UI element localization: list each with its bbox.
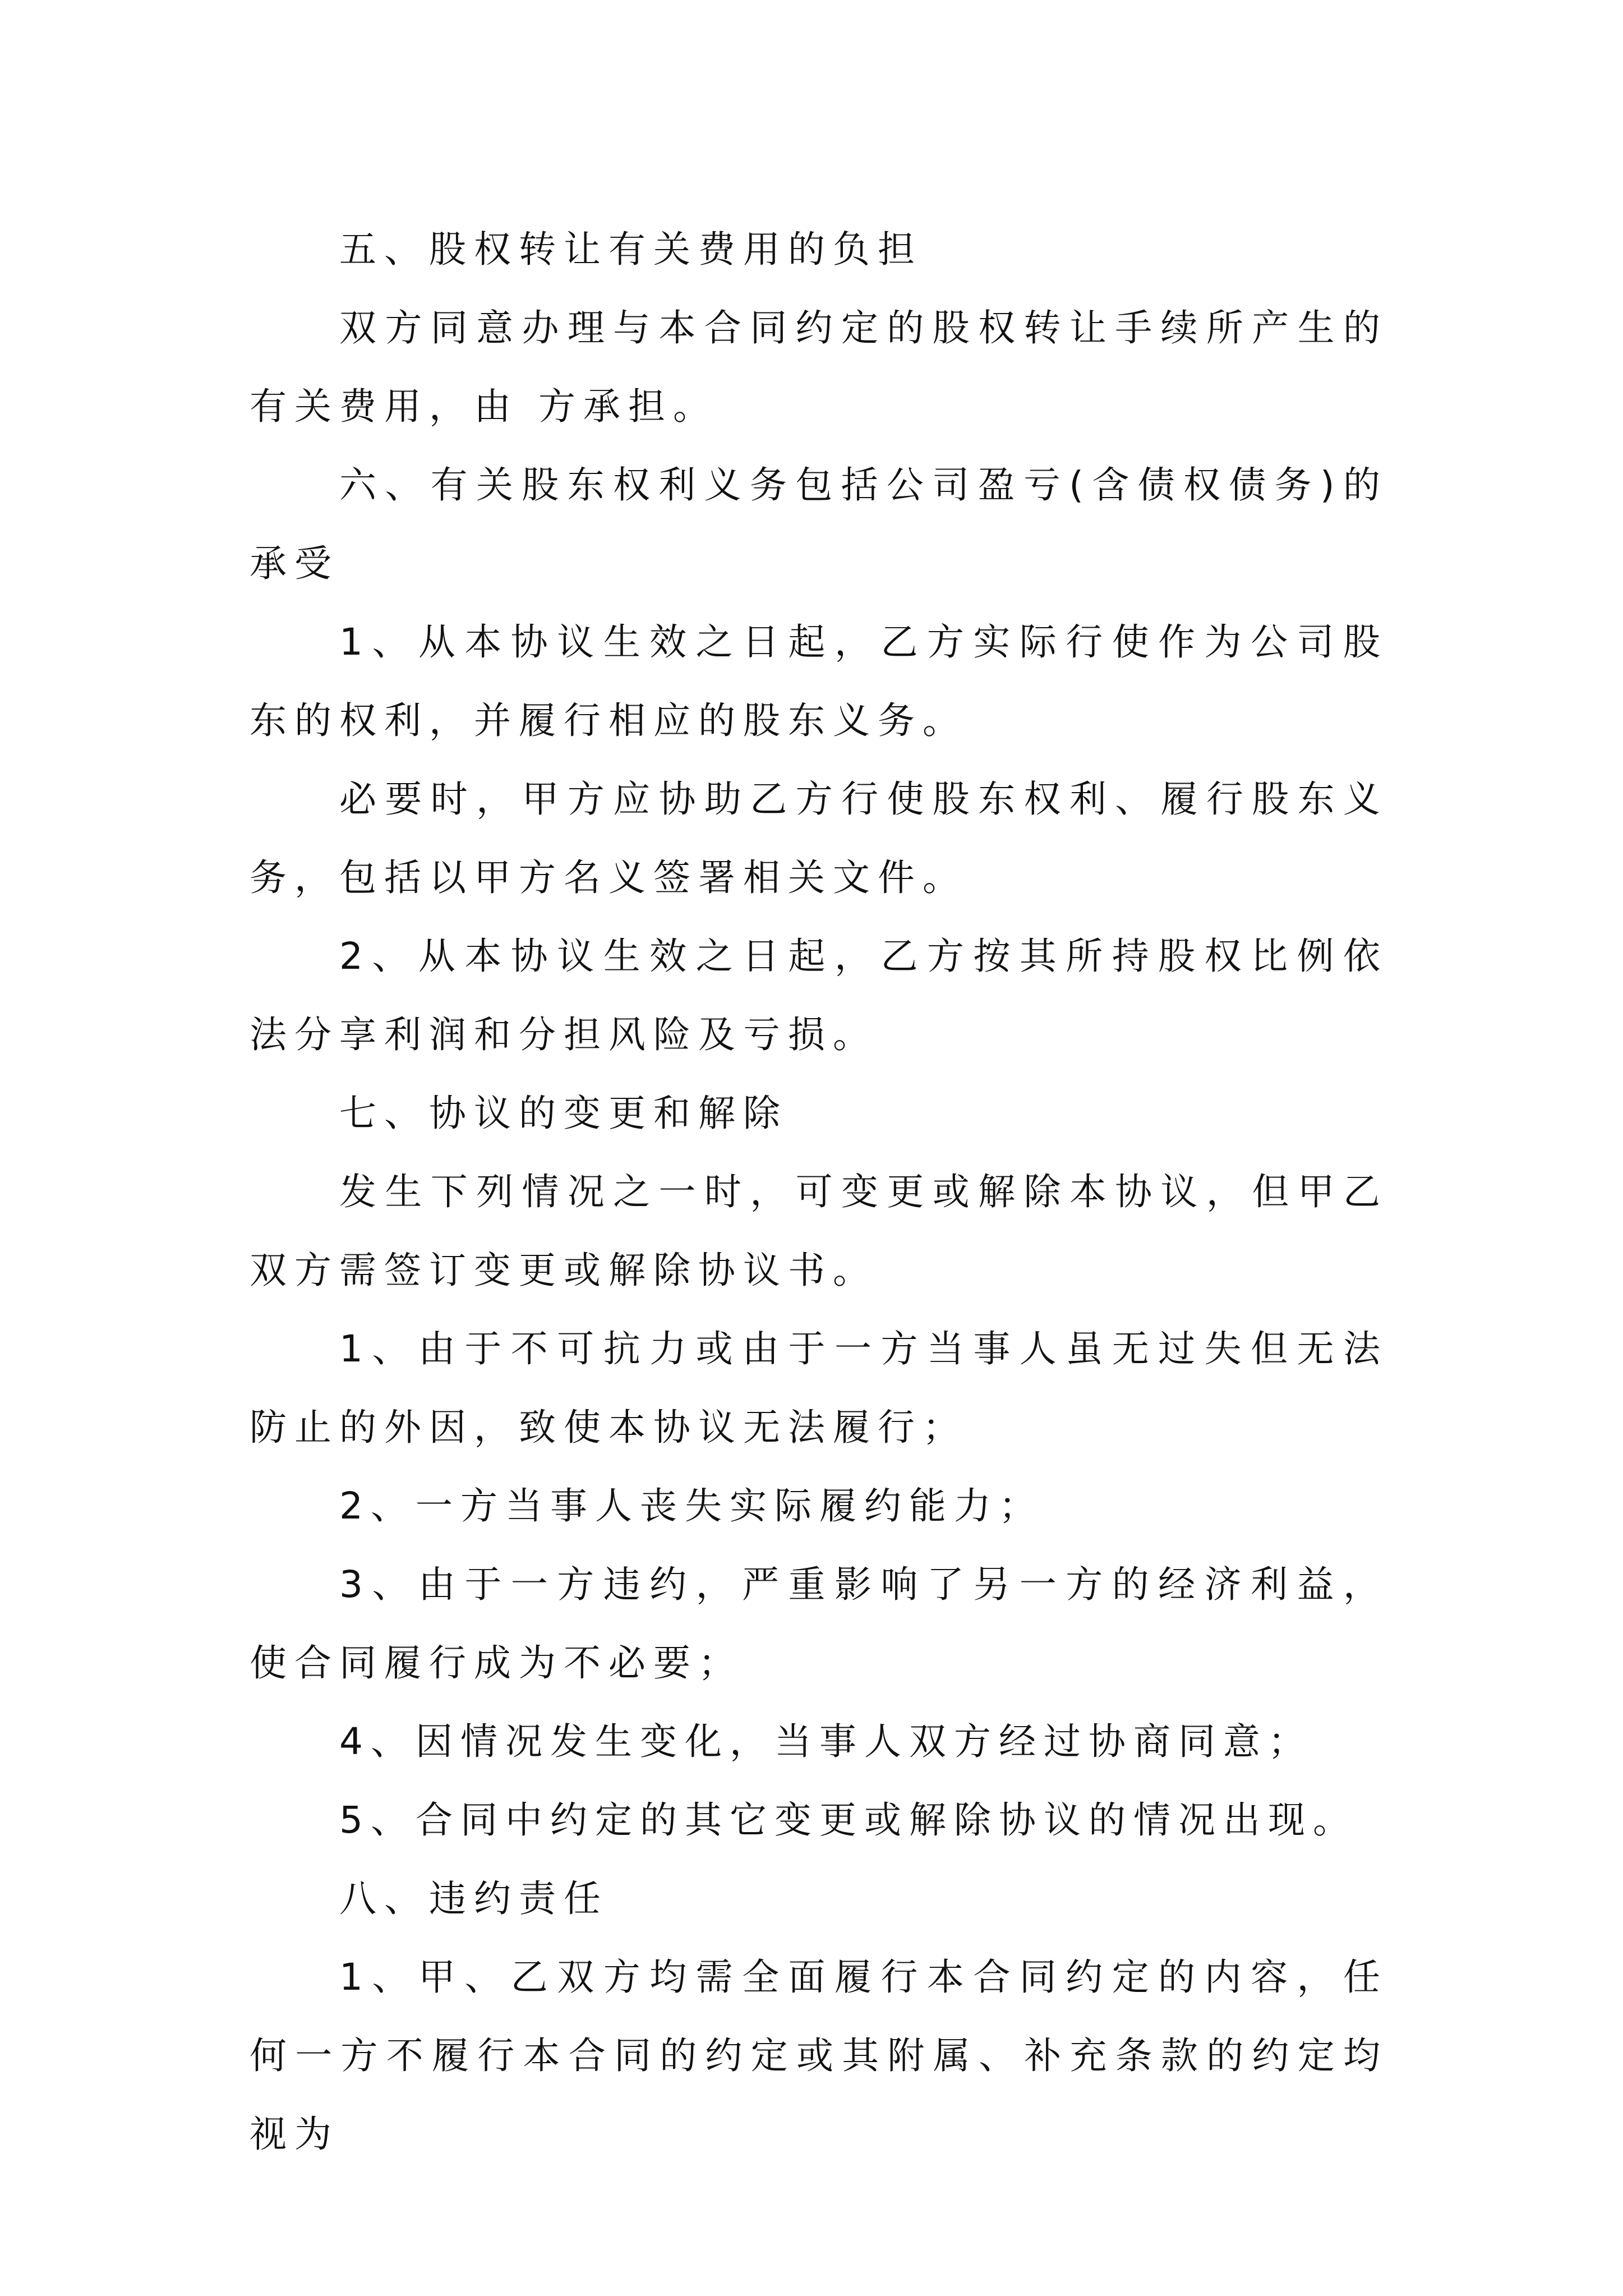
list-item: 2、一方当事人丧失实际履约能力； (339, 1484, 1044, 1527)
list-item: 4、因情况发生变化，当事人双方经过协商同意； (339, 1720, 1313, 1763)
section-heading-change: 七、协议的变更和解除 (339, 1092, 788, 1135)
list-item: 1、由于不可抗力或由于一方当事人虽无过失但无法防止的外因，致使本协议无法履行； (250, 1327, 1388, 1449)
document-body (250, 210, 1388, 2174)
paragraph: 1、甲、乙双方均需全面履行本合同约定的内容，任何一方不履行本合同的约定或其附属、补充条款的约定均视为 (250, 1955, 1388, 2156)
section-heading-fee: 五、股权转让有关费用的负担 (339, 228, 923, 271)
list-item: 3、由于一方违约，严重影响了另一方的经济利益，使合同履行成为不必要； (250, 1563, 1388, 1685)
paragraph: 发生下列情况之一时，可变更或解除本协议，但甲乙双方需签订变更或解除协议书。 (250, 1170, 1388, 1292)
paragraph: 必要时，甲方应协助乙方行使股东权利、履行股东义务，包括以甲方名义签署相关文件。 (250, 777, 1388, 899)
paragraph: 1、从本协议生效之日起，乙方实际行使作为公司股东的权利，并履行相应的股东义务。 (250, 620, 1388, 742)
paragraph: 2、从本协议生效之日起，乙方按其所持股权比例依法分享利润和分担风险及亏损。 (250, 935, 1388, 1056)
section-heading-liability: 八、违约责任 (339, 1877, 608, 1920)
paragraph: 双方同意办理与本合同约定的股权转让手续所产生的有关费用，由 方承担。 (250, 306, 1388, 428)
section-heading-rights: 六、有关股东权利义务包括公司盈亏(含债权债务)的承受 (250, 463, 1388, 585)
list-item: 5、合同中约定的其它变更或解除协议的情况出现。 (339, 1798, 1358, 1842)
